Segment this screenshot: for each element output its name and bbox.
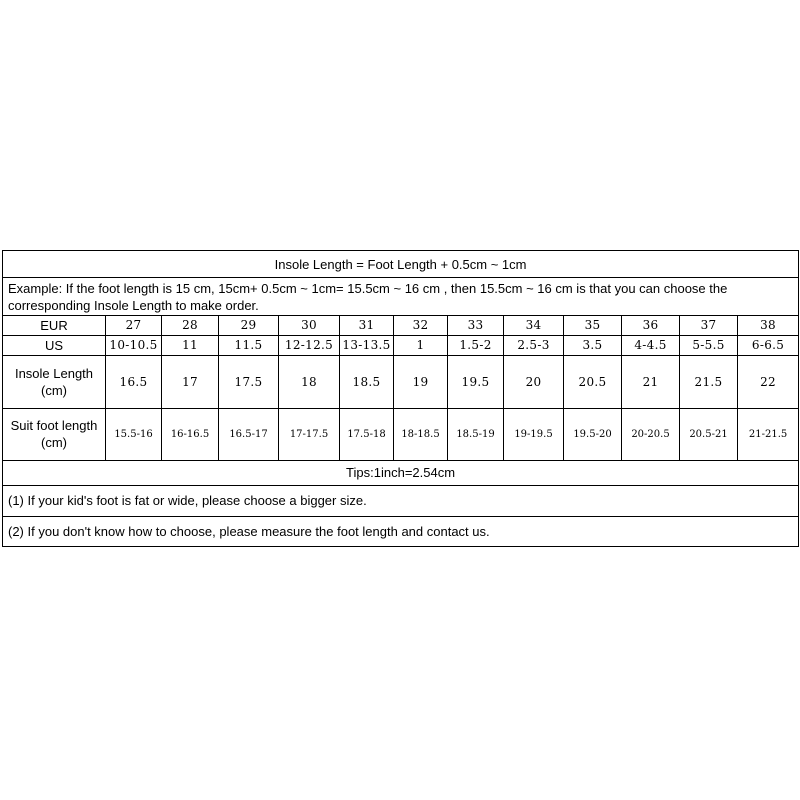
foot-size-cell: 19.5-20 [564,409,622,461]
foot-size-cell: 19-19.5 [504,409,564,461]
eur-size-cell: 29 [219,315,279,335]
insole-size-cell: 18.5 [340,356,394,409]
eur-row [3,315,799,335]
size-formula-title: Insole Length = Foot Length + 0.5cm ~ 1cm [3,251,799,278]
eur-size-cell: 28 [162,315,219,335]
insole-size-cell: 18 [279,356,340,409]
insole-size-cell: 19.5 [448,356,504,409]
eur-size-cell: 38 [738,315,799,335]
us-size-cell: 11.5 [219,336,279,356]
insole-size-cell: 20.5 [564,356,622,409]
insole-size-cell: 19 [394,356,448,409]
us-size-cell: 1 [394,336,448,356]
insole-size-cell: 21.5 [680,356,738,409]
eur-size-cell: 32 [394,315,448,335]
insole-row-label: Insole Length (cm) [3,356,106,409]
us-size-cell: 13-13.5 [340,336,394,356]
us-size-cell: 2.5-3 [504,336,564,356]
insole-size-cell: 17.5 [219,356,279,409]
us-size-cell: 6-6.5 [738,336,799,356]
size-chart-table [2,250,799,547]
foot-size-cell: 20.5-21 [680,409,738,461]
eur-size-cell: 34 [504,315,564,335]
tips-text: Tips:1inch=2.54cm [3,460,799,485]
foot-size-cell: 17.5-18 [340,409,394,461]
foot-size-cell: 18-18.5 [394,409,448,461]
us-size-cell: 11 [162,336,219,356]
foot-size-cell: 20-20.5 [622,409,680,461]
us-size-cell: 5-5.5 [680,336,738,356]
foot-size-cell: 18.5-19 [448,409,504,461]
example-text: Example: If the foot length is 15 cm, 15cm+ 0.5cm ~ 1cm= 15.5cm ~ 16 cm , then 15.5cm ~ 16 cm is that you can choose the corresponding Insole Length to make order. [3,278,799,316]
foot-size-cell: 21-21.5 [738,409,799,461]
note-row [3,486,799,516]
eur-size-cell: 31 [340,315,394,335]
tips-row [3,460,799,485]
insole-size-cell: 16.5 [106,356,162,409]
us-row [3,336,799,356]
foot-size-cell: 16.5-17 [219,409,279,461]
eur-row-label: EUR [3,315,106,335]
us-size-cell: 10-10.5 [106,336,162,356]
insole-length-row [3,356,799,409]
us-size-cell: 3.5 [564,336,622,356]
us-size-cell: 12-12.5 [279,336,340,356]
insole-size-cell: 21 [622,356,680,409]
foot-size-cell: 15.5-16 [106,409,162,461]
us-size-cell: 4-4.5 [622,336,680,356]
foot-size-cell: 16-16.5 [162,409,219,461]
title-row [3,251,799,278]
insole-size-cell: 20 [504,356,564,409]
insole-size-cell: 22 [738,356,799,409]
foot-row-label: Suit foot length (cm) [3,409,106,461]
eur-size-cell: 37 [680,315,738,335]
us-row-label: US [3,336,106,356]
us-size-cell: 1.5-2 [448,336,504,356]
eur-size-cell: 33 [448,315,504,335]
foot-size-cell: 17-17.5 [279,409,340,461]
eur-size-cell: 35 [564,315,622,335]
note-text: (2) If you don't know how to choose, please measure the foot length and contact us. [3,516,799,546]
insole-size-cell: 17 [162,356,219,409]
eur-size-cell: 27 [106,315,162,335]
note-text: (1) If your kid's foot is fat or wide, please choose a bigger size. [3,486,799,516]
example-row [3,278,799,316]
note-row [3,516,799,546]
eur-size-cell: 36 [622,315,680,335]
suit-foot-length-row [3,409,799,461]
eur-size-cell: 30 [279,315,340,335]
